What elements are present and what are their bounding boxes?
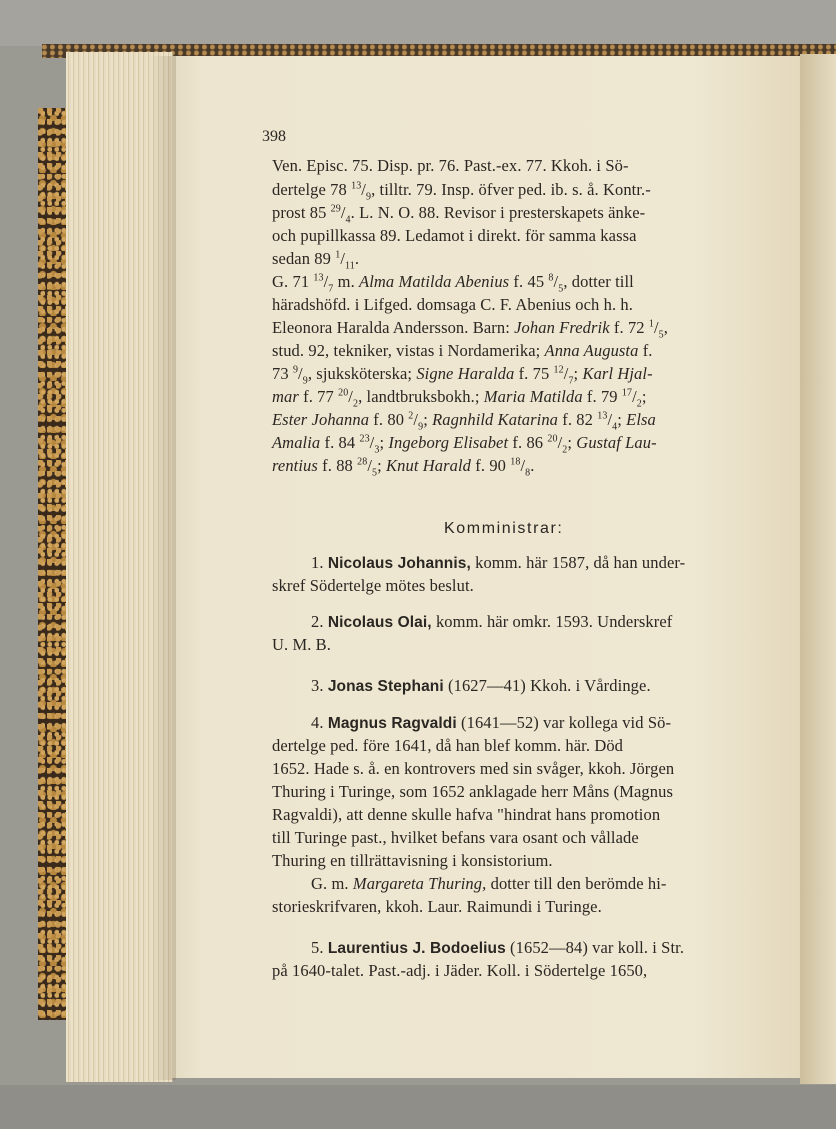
text-line: rentius f. 88 $^{28}/_5$; Knut Harald f. 90 $^{18}/_8$. [272,456,535,479]
text-line: sedan 89 $^1/_{11}$. [272,249,360,272]
text-line: Amalia f. 84 $^{23}/_3$; Ingeborg Elisabet f. 86 $^{20}/_2$; Gustaf Lau- [272,433,657,456]
page-number: 398 [262,128,286,145]
text-line: 73 $^9/_9$, sjuksköterska; Signe Haralda f. 75 $^{12}/_7$; Karl Hjal- [272,364,653,387]
entry-line: storieskrifvaren, kkoh. Laur. Raimundi i Turinge. [272,897,602,916]
text-line: häradshöfd. i Lifged. domsaga C. F. Abenius och h. h. [272,295,633,314]
entry-line: 2. Nicolaus Olai, komm. här omkr. 1593. Underskref [311,612,673,631]
entry-line: G. m. Margareta Thuring, dotter till den berömde hi- [311,874,667,893]
entry-line: 5. Laurentius J. Bodoelius (1652—84) var koll. i Str. [311,938,685,957]
text-line: stud. 92, tekniker, vistas i Nordamerika; Anna Augusta f. [272,341,653,360]
facing-page [800,54,836,1084]
entry-line: till Turinge past., hvilket befans vara osant och vållade [272,828,639,847]
entry-line: skref Södertelge mötes beslut. [272,576,474,595]
text-line: G. 71 $^{13}/_7$ m. Alma Matilda Abenius f. 45 $^8/_5$, dotter till [272,272,634,295]
text-line: mar f. 77 $^{20}/_2$, landtbruksbokh.; Maria Matilda f. 79 $^{17}/_2$; [272,387,647,410]
backdrop [0,0,836,46]
entry-line: Ragvaldi), att denne skulle hafva "hindrat hans promotion [272,805,661,824]
gutter-shadow [150,56,176,1080]
entry-line: 1652. Hade s. å. en kontrovers med sin svåger, kkoh. Jörgen [272,759,675,778]
entry-line: 4. Magnus Ragvaldi (1641—52) var kollega vid Sö- [311,713,672,732]
text-line: dertelge 78 $^{13}/_9$, tilltr. 79. Insp. öfver ped. ib. s. å. Kontr.- [272,180,651,203]
backdrop-bottom [0,1085,836,1129]
entry-line: 1. Nicolaus Johannis, komm. här 1587, då han under- [311,553,686,572]
entry-line: Thuring en tillrättavisning i konsistorium. [272,851,553,870]
entry-line: Thuring i Turinge, som 1652 anklagade herr Måns (Magnus [272,782,673,801]
entry-line: U. M. B. [272,635,332,654]
text-line: och pupillkassa 89. Ledamot i direkt. för samma kassa [272,226,637,245]
entry-line: på 1640-talet. Past.-adj. i Jäder. Koll. i Södertelge 1650, [272,961,648,980]
entry-line: 3. Jonas Stephani (1627—41) Kkoh. i Vårdinge. [311,676,651,695]
text-line: prost 85 $^{29}/_4$. L. N. O. 88. Revisor i presterskapets änke- [272,203,646,226]
section-heading: Komministrar: [444,520,564,537]
text-line: Ven. Episc. 75. Disp. pr. 76. Past.-ex. 77. Kkoh. i Sö- [272,156,629,175]
entry-line: dertelge ped. före 1641, då han blef komm. här. Död [272,736,624,755]
text-line: Eleonora Haralda Andersson. Barn: Johan Fredrik f. 72 $^1/_5$, [272,318,669,341]
text-line: Ester Johanna f. 80 $^2/_9$; Ragnhild Katarina f. 82 $^{13}/_4$; Elsa [272,410,656,433]
